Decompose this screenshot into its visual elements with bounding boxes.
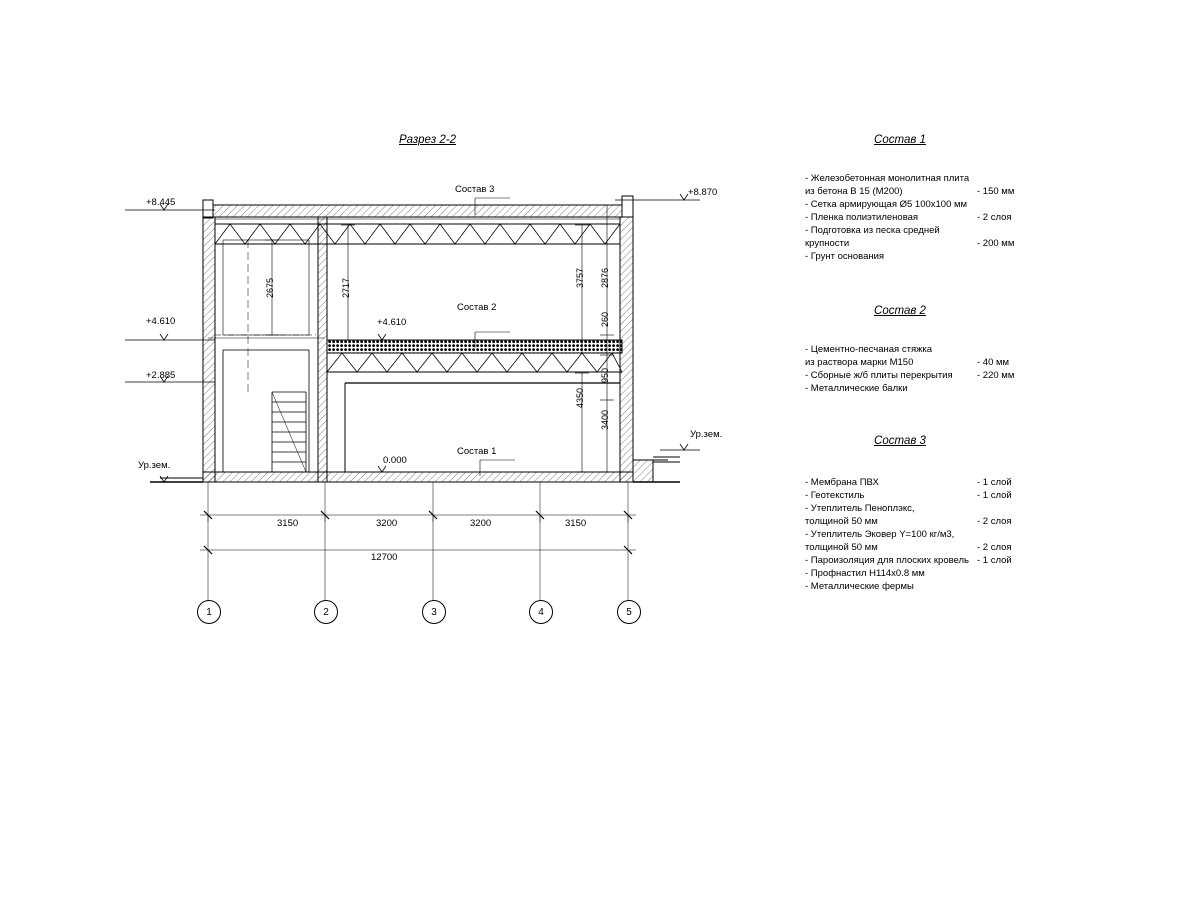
spec-1-row-5-value: - 200 мм bbox=[977, 238, 1015, 249]
axis-marker-1: 1 bbox=[197, 600, 221, 624]
spec-rows-2 bbox=[805, 343, 1014, 395]
axis-marker-3: 3 bbox=[422, 600, 446, 624]
spec-3-row-0-value: - 1 слой bbox=[977, 477, 1012, 488]
axis-marker-2: 2 bbox=[314, 600, 338, 624]
hdim-1: 3150 bbox=[277, 518, 299, 529]
spec-block-sostav-3 bbox=[805, 435, 995, 447]
section-title: Разрез 2-2 bbox=[399, 134, 456, 146]
spec-3-row-1-value: - 1 слой bbox=[977, 490, 1012, 501]
level-mark-4610-inner: +4.610 bbox=[377, 317, 407, 328]
spec-1-row-1-text: из бетона В 15 (М200) bbox=[805, 186, 903, 197]
vdim-2675: 2675 bbox=[265, 278, 275, 299]
spec-3-row-3-value: - 2 слоя bbox=[977, 516, 1012, 527]
vdim-950: 950 bbox=[600, 368, 610, 384]
spec-rows-3 bbox=[805, 476, 1012, 593]
spec-3-row-2-text: - Утеплитель Пеноплэкс, bbox=[805, 503, 915, 514]
spec-1-row-1-value: - 150 мм bbox=[977, 186, 1015, 197]
spec-block-sostav-2 bbox=[805, 305, 995, 317]
spec-title-3: Состав 3 bbox=[874, 435, 926, 447]
spec-title-1: Состав 1 bbox=[874, 134, 926, 146]
spec-1-row-3-text: - Пленка полиэтиленовая bbox=[805, 212, 919, 223]
total-dim: 12700 bbox=[371, 552, 398, 563]
vdim-3757: 3757 bbox=[575, 268, 585, 289]
ground-level-label-left: Ур.зем. bbox=[138, 460, 171, 471]
hdim-2: 3200 bbox=[376, 518, 398, 529]
callout-sostav-2: Состав 2 bbox=[457, 302, 497, 313]
vdim-2717: 2717 bbox=[341, 278, 351, 299]
spec-3-row-6-text: - Пароизоляция для плоских кровель bbox=[805, 555, 970, 566]
spec-2-row-1-value: - 40 мм bbox=[977, 357, 1010, 368]
hdim-4: 3150 bbox=[565, 518, 587, 529]
spec-3-row-3-text: толщиной 50 мм bbox=[805, 516, 878, 527]
spec-3-row-1-text: - Геотекстиль bbox=[805, 490, 865, 501]
spec-2-row-2-value: - 220 мм bbox=[977, 370, 1015, 381]
vdim-3400: 3400 bbox=[600, 410, 610, 431]
spec-1-row-0-text: - Железобетонная монолитная плита bbox=[805, 173, 970, 184]
spec-rows-1 bbox=[805, 172, 1014, 263]
spec-3-row-4-text: - Утеплитель Эковер Y=100 кг/м3, bbox=[805, 529, 955, 540]
building-section-drawing bbox=[120, 160, 780, 660]
axis-marker-5: 5 bbox=[617, 600, 641, 624]
spec-3-row-7-text: - Профнастил Н114х0.8 мм bbox=[805, 568, 925, 579]
level-mark-8445: +8.445 bbox=[146, 197, 176, 208]
vdim-260: 260 bbox=[600, 312, 610, 328]
spec-1-row-2-text: - Сетка армирующая Ø5 100х100 мм bbox=[805, 199, 968, 210]
callout-sostav-1: Состав 1 bbox=[457, 446, 497, 457]
spec-1-row-5-text: крупности bbox=[805, 238, 850, 249]
spec-title-2: Состав 2 bbox=[874, 305, 926, 317]
level-mark-0000: 0.000 bbox=[383, 455, 407, 466]
callout-sostav-3: Состав 3 bbox=[455, 184, 495, 195]
spec-3-row-5-text: толщиной 50 мм bbox=[805, 542, 878, 553]
spec-3-row-0-text: - Мембрана ПВХ bbox=[805, 477, 879, 488]
vdim-2876: 2876 bbox=[600, 268, 610, 289]
level-mark-4610-left: +4.610 bbox=[146, 316, 176, 327]
hdim-3: 3200 bbox=[470, 518, 492, 529]
spec-1-row-6-text: - Грунт основания bbox=[805, 251, 885, 262]
vdim-4350: 4350 bbox=[575, 388, 585, 409]
level-mark-8870: +8.870 bbox=[688, 187, 718, 198]
axis-marker-4: 4 bbox=[529, 600, 553, 624]
level-mark-2885: +2.885 bbox=[146, 370, 176, 381]
spec-3-row-5-value: - 2 слоя bbox=[977, 542, 1012, 553]
spec-3-row-6-value: - 1 слой bbox=[977, 555, 1012, 566]
spec-1-row-4-text: - Подготовка из песка средней bbox=[805, 225, 940, 236]
ground-level-label-right: Ур.зем. bbox=[690, 429, 723, 440]
spec-2-row-1-text: из раствора марки М150 bbox=[805, 357, 914, 368]
spec-2-row-3-text: - Металлические балки bbox=[805, 383, 908, 394]
spec-3-row-8-text: - Металлические фермы bbox=[805, 581, 914, 592]
spec-1-row-3-value: - 2 слоя bbox=[977, 212, 1012, 223]
spec-block-sostav-1 bbox=[805, 134, 995, 146]
spec-2-row-2-text: - Сборные ж/б плиты перекрытия bbox=[805, 370, 953, 381]
spec-2-row-0-text: - Цементно-песчаная стяжка bbox=[805, 344, 933, 355]
